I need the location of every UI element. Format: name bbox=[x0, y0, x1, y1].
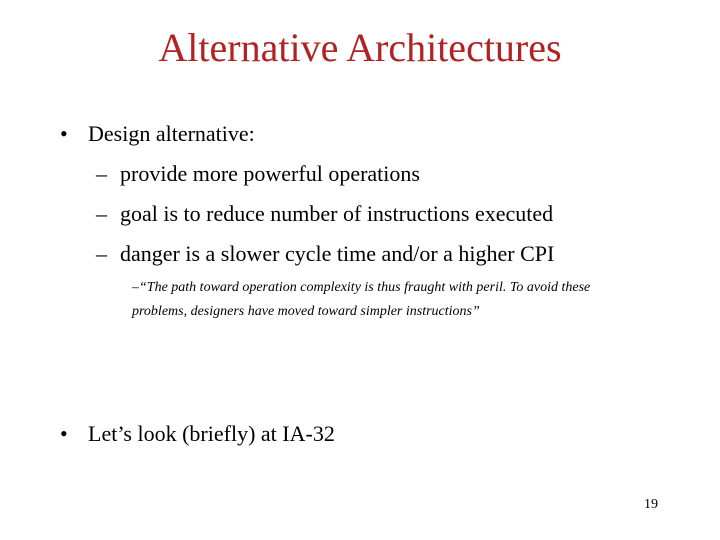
subitem-symbol: – bbox=[96, 161, 107, 186]
bullet-text: Let’s look (briefly) at IA-32 bbox=[88, 421, 335, 446]
bullet-text: Design alternative: bbox=[88, 121, 255, 146]
subitem-text: provide more powerful operations bbox=[120, 161, 420, 186]
subitem-text: danger is a slower cycle time and/or a higher CPI bbox=[120, 241, 555, 266]
bullet-symbol: • bbox=[60, 421, 68, 446]
subitem-powerful-operations bbox=[96, 160, 420, 188]
quote-text: –“The path toward operation complexity is thus fraught with peril. To avoid these problems, designers have moved toward simpler instructions” bbox=[132, 280, 591, 319]
page-number: 19 bbox=[644, 497, 658, 512]
subitem-text: goal is to reduce number of instructions executed bbox=[120, 201, 554, 226]
bullet-symbol: • bbox=[60, 121, 68, 146]
subitem-reduce-instructions bbox=[96, 200, 553, 228]
bullet-design-alternative bbox=[60, 120, 255, 148]
subitem-symbol: – bbox=[96, 201, 107, 226]
subitem-slower-cycle-time bbox=[96, 240, 554, 268]
bullet-ia32 bbox=[60, 420, 335, 448]
slide-title: Alternative Architectures bbox=[158, 25, 562, 70]
subitem-symbol: – bbox=[96, 241, 107, 266]
